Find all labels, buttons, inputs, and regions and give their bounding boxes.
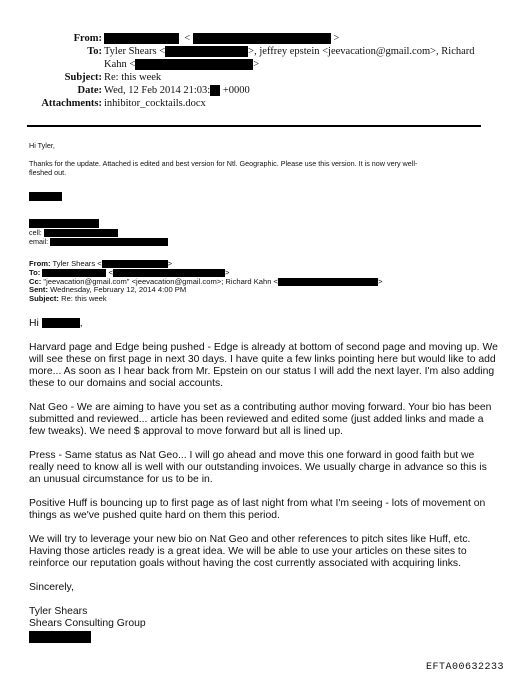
paragraph-harvard bbox=[29, 342, 498, 390]
quoted-from-value: Tyler Shears < bbox=[52, 259, 102, 268]
redaction-box bbox=[29, 631, 91, 643]
body-line: an unusual circumstance for us to be in. bbox=[29, 474, 213, 485]
closing: Sincerely, bbox=[29, 582, 74, 593]
redaction-box bbox=[135, 59, 253, 70]
redaction-box bbox=[104, 33, 179, 44]
body-line: Nat Geo - We are aiming to have you set as a contributing author moving forward. Your bio has been bbox=[29, 402, 492, 413]
document-stamp: EFTA00632233 bbox=[425, 662, 504, 673]
body-greeting bbox=[29, 318, 491, 330]
body-line: these to our domains and social accounts. bbox=[29, 378, 224, 389]
date-label: Date: bbox=[77, 85, 102, 96]
body-line: will see these on first page in next 30 days. I have quite a few links pointing here but would like to add bbox=[29, 354, 496, 365]
body-line: things as we've pushed quite hard on them this period. bbox=[29, 510, 280, 521]
quoted-subject-row bbox=[29, 295, 489, 304]
body-line: really need to know all is well with our outstanding invoices. We usually charge in advance so this is bbox=[29, 462, 487, 473]
quoted-from-row bbox=[29, 260, 489, 269]
redaction-box bbox=[210, 85, 220, 96]
body-line: Positive Huff is bouncing up to first page as of last night from what I'm seeing - lots of movement on bbox=[29, 498, 486, 509]
redaction-box bbox=[50, 238, 168, 246]
redaction-box bbox=[29, 219, 99, 228]
to-line2-end: > bbox=[253, 59, 260, 70]
header-date-row bbox=[0, 84, 512, 97]
to-label: To: bbox=[87, 46, 102, 57]
header-from-row: From: < > bbox=[0, 32, 512, 45]
body-line: reinforce our reputation goals without having the cost currently associated with acquiring links. bbox=[29, 558, 462, 569]
date-value: Wed, 12 Feb 2014 21:03: bbox=[104, 85, 211, 96]
body-hi-end: , bbox=[79, 318, 83, 329]
signature-company: Shears Consulting Group bbox=[29, 618, 146, 629]
body-hi: Hi bbox=[29, 318, 39, 329]
header-attachments-row bbox=[0, 97, 512, 110]
reply-text-line: Thanks for the update. Attached is edited and best version for Ntl. Geographic. Please use this version. It is now very well- bbox=[29, 159, 418, 168]
redaction-box bbox=[193, 33, 331, 44]
quoted-sent-value: Wednesday, February 12, 2014 4:00 PM bbox=[50, 285, 187, 295]
header-divider bbox=[27, 125, 481, 127]
subject-label: Subject: bbox=[64, 72, 102, 83]
email-label: email: bbox=[29, 237, 49, 247]
quoted-header bbox=[29, 260, 489, 304]
to-line2: Kahn < bbox=[104, 59, 136, 70]
reply-greeting: Hi Tyler, bbox=[29, 141, 55, 150]
cell-row bbox=[29, 228, 489, 237]
quoted-subject-label: Subject: bbox=[29, 294, 59, 304]
bracket: > bbox=[377, 276, 383, 286]
redaction-box bbox=[113, 269, 225, 277]
from-label: From: bbox=[73, 33, 102, 44]
attachments-label: Attachments: bbox=[41, 98, 102, 109]
attachment-link[interactable]: inhibitor_cocktails.docx bbox=[104, 98, 206, 109]
subject-value: Re: this week bbox=[104, 72, 162, 83]
body-line: Harvard page and Edge being pushed - Edge is already at bottom of second page and moving up. We bbox=[29, 342, 498, 353]
redaction-box bbox=[165, 46, 248, 57]
quoted-from-label: From: bbox=[29, 259, 51, 268]
redaction-box bbox=[42, 269, 106, 277]
body-line: We will try to leverage your new bio on Nat Geo and other references to pitch sites like Huff, etc. bbox=[29, 534, 471, 545]
bracket: > bbox=[224, 267, 230, 277]
to-name: Tyler Shears < bbox=[104, 46, 166, 57]
body-line: more... As soon as I hear back from Mr. Epstein on our status I will add the next layer. I'm also adding bbox=[29, 366, 495, 377]
message-body bbox=[29, 318, 498, 643]
paragraph-leverage bbox=[29, 534, 491, 570]
date-tz: +0000 bbox=[222, 85, 250, 96]
paragraph-press bbox=[29, 450, 491, 486]
bracket: < bbox=[108, 267, 113, 277]
redaction-box bbox=[44, 229, 118, 237]
signature-name: Tyler Shears bbox=[29, 606, 88, 617]
header-subject-row bbox=[0, 71, 512, 84]
to-recipients: >, jeffrey epstein <jeevacation@gmail.com>, Richard bbox=[248, 46, 475, 57]
header-to-row bbox=[0, 45, 512, 58]
email-header bbox=[0, 32, 512, 110]
paragraph-huff bbox=[29, 498, 491, 522]
quoted-cc-label: Cc: bbox=[29, 276, 42, 286]
redaction-box bbox=[278, 278, 378, 286]
redaction-box bbox=[102, 260, 168, 268]
redaction-box bbox=[29, 192, 62, 201]
bracket: > bbox=[167, 259, 173, 268]
header-to-row-2 bbox=[0, 58, 512, 71]
quoted-cc-value: "jeevacation@gmail.com" <jeevacation@gmail.com>; Richard Kahn < bbox=[43, 276, 278, 286]
reply-text-line: fleshed out. bbox=[29, 168, 67, 177]
body-line: Having those articles ready is a great idea. We will be able to use your articles on these sites to bbox=[29, 546, 467, 557]
body-line: Press - Same status as Nat Geo... I will go ahead and move this one forward in good faith but we bbox=[29, 450, 475, 461]
quoted-sent-label: Sent: bbox=[29, 285, 48, 295]
reply-section bbox=[29, 141, 489, 246]
quoted-subject-value: Re: this week bbox=[61, 294, 107, 304]
quoted-to-label: To: bbox=[29, 267, 41, 277]
redaction-box bbox=[42, 318, 80, 328]
paragraph-natgeo bbox=[29, 402, 491, 438]
cell-label: cell: bbox=[29, 228, 42, 238]
body-line: submitted and reviewed... article has been reviewed and edited some (just added links and made a bbox=[29, 414, 484, 425]
email-row bbox=[29, 237, 489, 246]
body-line: few tweaks). We need $ approval to move forward but all is lined up. bbox=[29, 426, 343, 437]
